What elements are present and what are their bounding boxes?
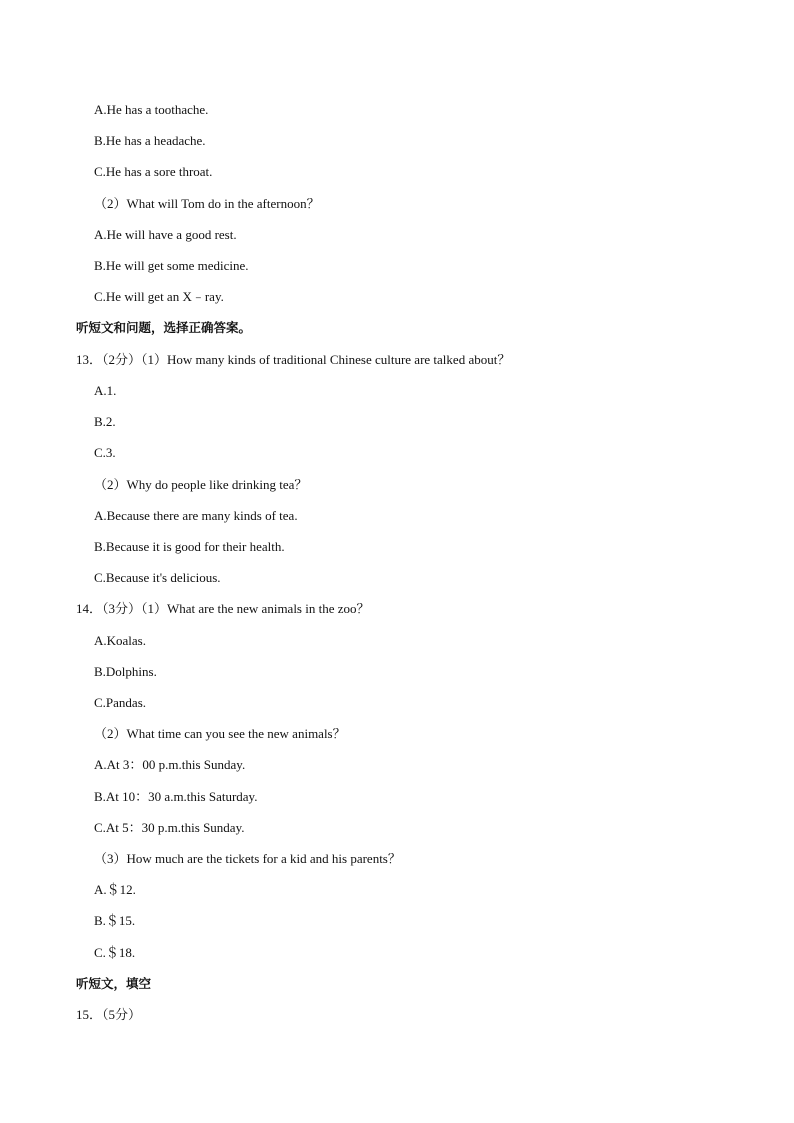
option-c: C.Because it's delicious. (94, 570, 221, 585)
section-heading: 听短文，填空 (76, 976, 152, 991)
section-heading: 听短文和问题，选择正确答案。 (76, 320, 252, 335)
option-a: A.1. (94, 383, 117, 398)
option-a: A.Koalas. (94, 633, 146, 648)
sub-question: （2）Why do people like drinking tea？ (94, 477, 308, 492)
question-13-stem: 13．（2分）（1）How many kinds of traditional Chinese culture are talked about？ (76, 352, 511, 367)
option-a: A.＄12. (94, 882, 136, 897)
option-b: B.He has a headache. (94, 133, 206, 148)
option-a: A.He has a toothache. (94, 102, 209, 117)
question-15-stem: 15．（5分） (76, 1007, 142, 1022)
question-14-stem: 14．（3分）（1）What are the new animals in the zoo？ (76, 601, 370, 616)
option-b: B.Dolphins. (94, 664, 157, 679)
option-c: C.＄18. (94, 945, 136, 960)
option-c: C.At 5：30 p.m.this Sunday. (94, 820, 245, 835)
option-b: B.He will get some medicine. (94, 258, 249, 273)
option-c: C.He will get an X﹣ray. (94, 289, 224, 304)
option-b: B.At 10：30 a.m.this Saturday. (94, 789, 258, 804)
option-b: B.2. (94, 414, 116, 429)
option-a: A.Because there are many kinds of tea. (94, 508, 298, 523)
sub-question: （3）How much are the tickets for a kid and his parents？ (94, 851, 401, 866)
option-b: B.＄15. (94, 913, 136, 928)
option-c: C.He has a sore throat. (94, 164, 213, 179)
sub-question: （2）What will Tom do in the afternoon？ (94, 196, 320, 211)
sub-question: （2）What time can you see the new animals？ (94, 726, 346, 741)
option-a: A.At 3：00 p.m.this Sunday. (94, 757, 246, 772)
option-a: A.He will have a good rest. (94, 227, 237, 242)
option-b: B.Because it is good for their health. (94, 539, 285, 554)
option-c: C.3. (94, 445, 116, 460)
option-c: C.Pandas. (94, 695, 146, 710)
